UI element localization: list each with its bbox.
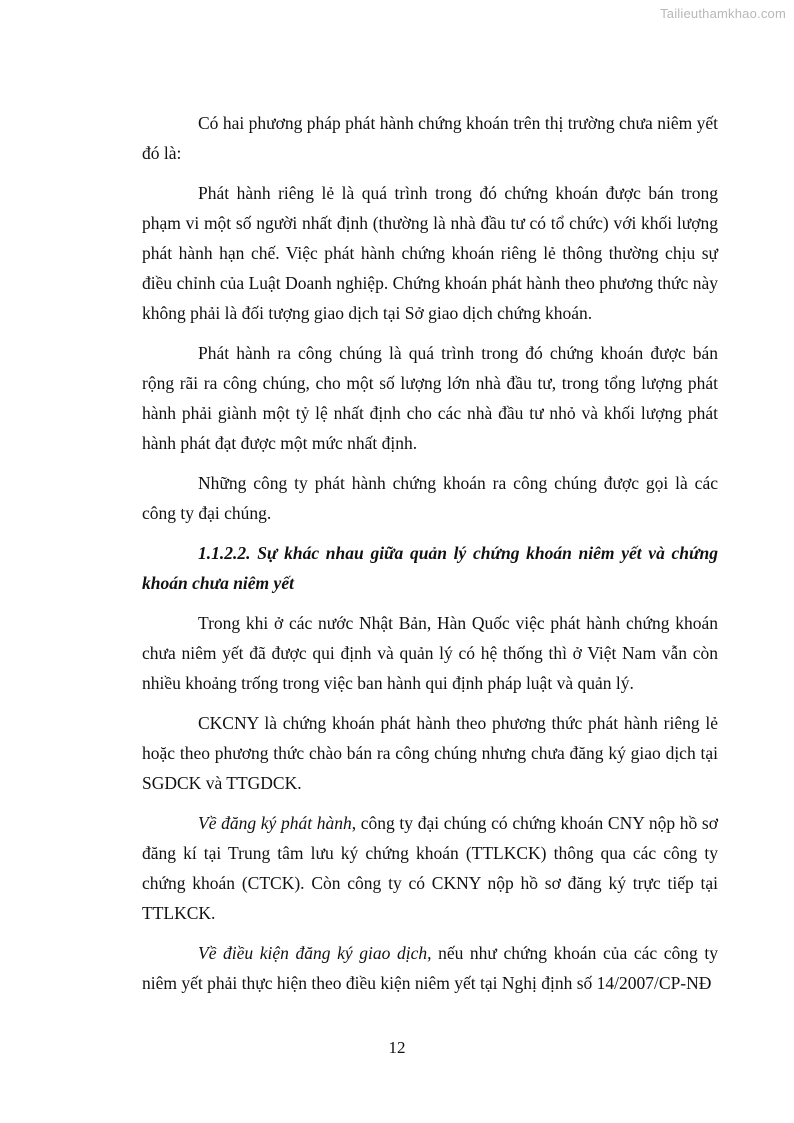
paragraph-ckcny-definition: CKCNY là chứng khoán phát hành theo phương thức phát hành riêng lẻ hoặc theo phương thức chào bán ra công chúng nhưng chưa đăng ký giao dịch tại SGDCK và TTGDCK. (142, 713, 718, 793)
paragraph-trading-conditions (142, 938, 718, 998)
trading-conditions-text: nếu như chứng khoán của các công ty niêm yết phải thực hiện theo điều kiện niêm yết tại Nghị định số 14/2007/CP-NĐ (142, 943, 718, 993)
paragraph-intro: Có hai phương pháp phát hành chứng khoán trên thị trường chưa niêm yết đó là: (142, 113, 718, 163)
paragraph-public-issuance: Phát hành ra công chúng là quá trình trong đó chứng khoán được bán rộng rãi ra công chúng, cho một số lượng lớn nhà đầu tư, trong tổng lượng phát hành phải giành một tỷ lệ nhất định cho các nhà đầu tư nhỏ và khối lượng phát hành phát đạt được một mức nhất định. (142, 343, 718, 453)
issuance-registration-text: , công ty đại chúng có chứng khoán CNY nộp hồ sơ đăng kí tại Trung tâm lưu ký chứng khoán (TTLKCK) thông qua các công ty chứng khoán (CTCK). Còn công ty có CKNY nộp hồ sơ đăng ký trực tiếp tại TTLKCK. (142, 813, 718, 923)
paragraph-public-companies: Những công ty phát hành chứng khoán ra công chúng được gọi là các công ty đại chúng. (142, 473, 718, 523)
document-body (142, 108, 718, 1008)
section-heading: 1.1.2.2. Sự khác nhau giữa quản lý chứng khoán niêm yết và chứng khoán chưa niêm yết (142, 543, 718, 593)
watermark-text: Tailieuthamkhao.com (660, 6, 786, 21)
paragraph-issuance-registration (142, 808, 718, 928)
trading-conditions-label: Về điều kiện đăng ký giao dịch, (198, 943, 432, 963)
paragraph-private-issuance: Phát hành riêng lẻ là quá trình trong đó chứng khoán được bán trong phạm vi một số người nhất định (thường là nhà đầu tư có tổ chức) với khối lượng phát hành hạn chế. Việc phát hành chứng khoán riêng lẻ thông thường chịu sự điều chỉnh của Luật Doanh nghiệp. Chứng khoán phát hành theo phương thức này không phải là đối tượng giao dịch tại Sở giao dịch chứng khoán. (142, 183, 718, 323)
page-number: 12 (388, 1038, 406, 1057)
issuance-registration-label: Về đăng ký phát hành (198, 813, 352, 833)
paragraph-comparison: Trong khi ở các nước Nhật Bản, Hàn Quốc việc phát hành chứng khoán chưa niêm yết đã được qui định và quản lý có hệ thống thì ở Việt Nam vẫn còn nhiều khoảng trống trong việc ban hành qui định pháp luật và quản lý. (142, 613, 718, 693)
